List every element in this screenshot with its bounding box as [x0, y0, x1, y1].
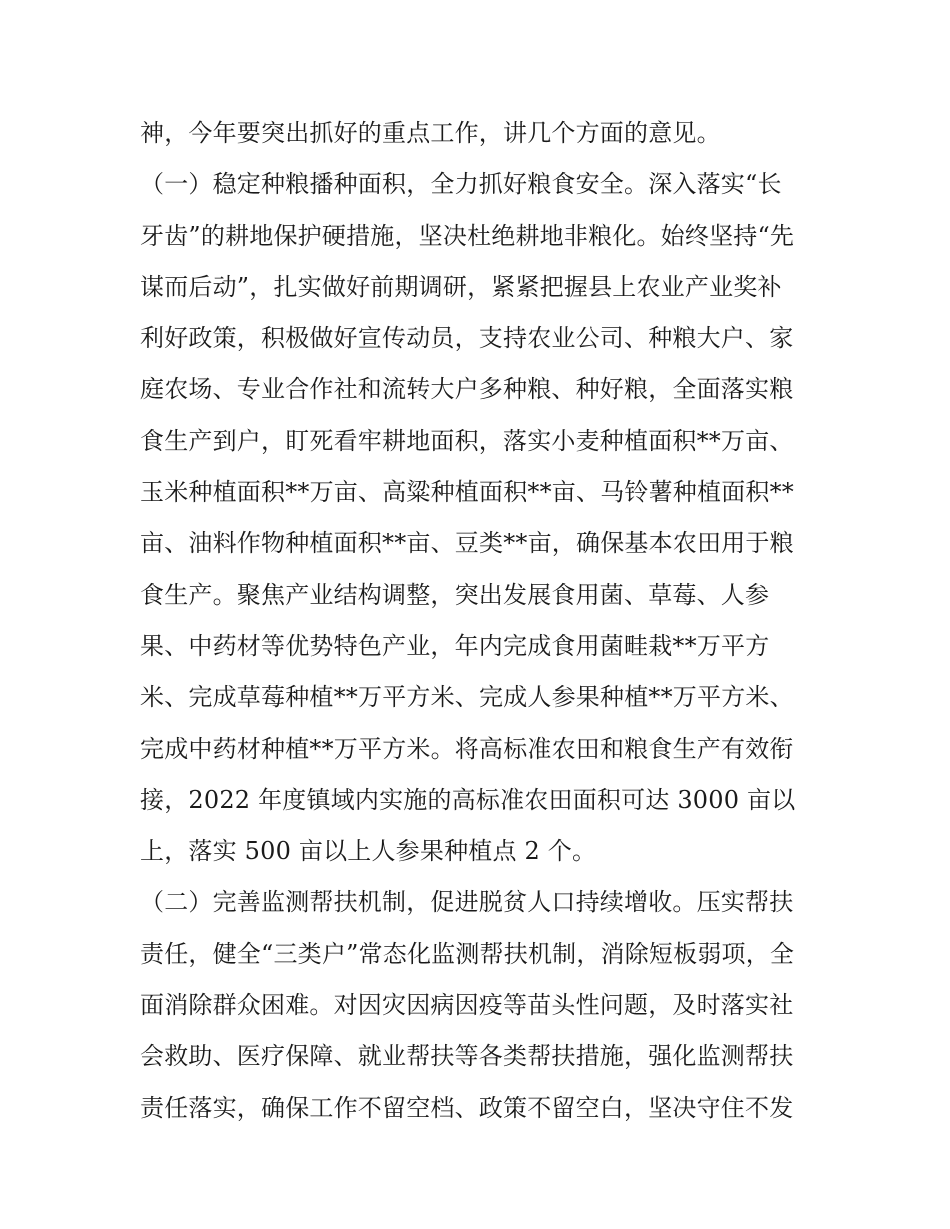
text-line: 责任，健全“三类户”常态化监测帮扶机制，消除短板弱项，全: [140, 939, 795, 968]
text-line: （二）完善监测帮扶机制，促进脱贫人口持续增收。压实帮扶: [140, 888, 794, 917]
text-line: 完成中药材种植**万平方米。将高标准农田和粮食生产有效衔: [140, 734, 794, 763]
text-line: 庭农场、专业合作社和流转大户多种粮、种好粮，全面落实粮: [140, 375, 794, 404]
text-line: 亩、油料作物种植面积**亩、豆类**亩，确保基本农田用于粮: [140, 529, 794, 558]
text-line: 责任落实，确保工作不留空档、政策不留空白，坚决守住不发: [140, 1093, 794, 1122]
text-line: 利好政策，积极做好宣传动员，支持农业公司、种粮大户、家: [140, 324, 794, 353]
text-line: （一）稳定种粮播种面积，全力抓好粮食安全。深入落实“长: [140, 170, 782, 199]
text-line: 会救助、医疗保障、就业帮扶等各类帮扶措施，强化监测帮扶: [140, 1042, 794, 1071]
text-line: 米、完成草莓种植**万平方米、完成人参果种植**万平方米、: [140, 683, 794, 712]
text-line: 玉米种植面积**万亩、高粱种植面积**亩、马铃薯种植面积**: [140, 478, 794, 507]
text-line: 神，今年要突出抓好的重点工作，讲几个方面的意见。: [140, 119, 721, 147]
text-line: 食生产。聚焦产业结构调整，突出发展食用菌、草莓、人参: [140, 580, 770, 609]
text-line: 上，落实 500 亩以上人参果种植点 2 个。: [140, 837, 597, 866]
text-line: 谋而后动”，扎实做好前期调研，紧紧把握县上农业产业奖补: [140, 272, 782, 301]
body-text: [140, 108, 820, 1134]
text-line: 果、中药材等优势特色产业，年内完成食用菌畦栽**万平方: [140, 631, 770, 660]
text-line: 食生产到户，盯死看牢耕地面积，落实小麦种植面积**万亩、: [140, 426, 794, 455]
text-line: 牙齿”的耕地保护硬措施，坚决杜绝耕地非粮化。始终坚持“先: [140, 221, 795, 250]
text-line: 接，2022 年度镇域内实施的高标准农田面积可达 3000 亩以: [140, 785, 796, 814]
text-line: 面消除群众困难。对因灾因病因疫等苗头性问题，及时落实社: [140, 991, 794, 1020]
